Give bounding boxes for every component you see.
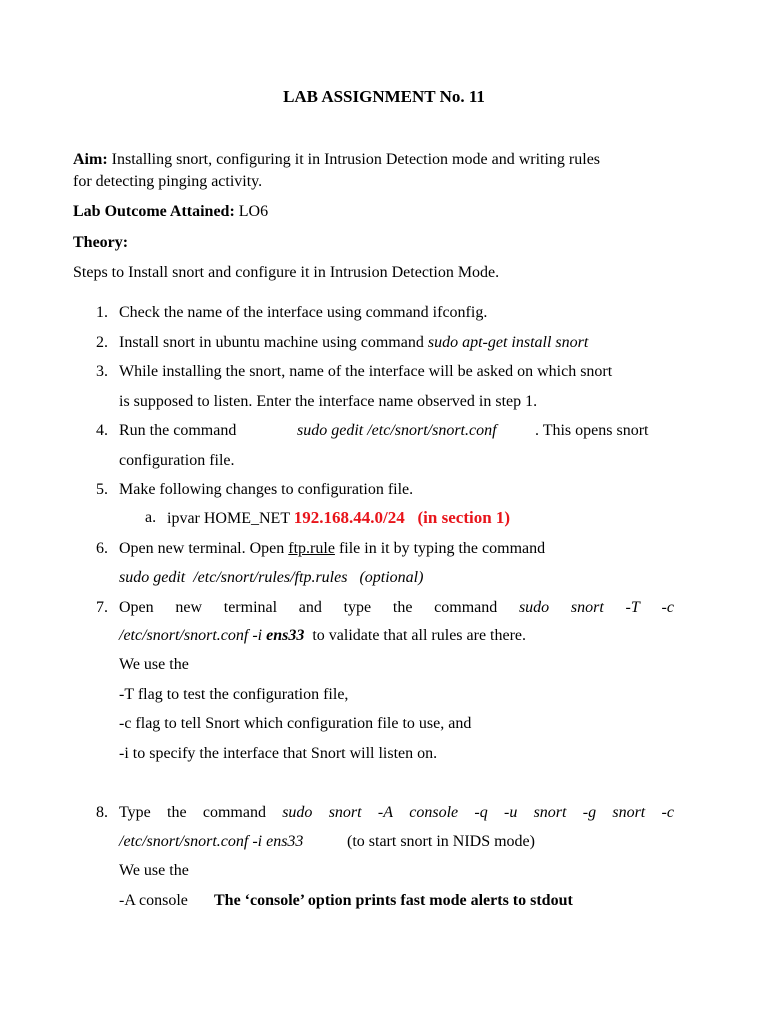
step-7-interface: ens33: [266, 627, 305, 644]
step-8-word: console: [409, 804, 459, 821]
theory-heading: Theory:: [73, 234, 129, 251]
step-5a-ip-range: 192.168.44.0/24 (in section 1): [293, 508, 511, 527]
step-3-text-2: is supposed to listen. Enter the interface name observed in step 1.: [119, 393, 538, 410]
step-8-word: sudo: [282, 804, 313, 821]
step-1-text: Check the name of the interface using command ifconfig.: [119, 304, 488, 321]
step-7-line-4: -T flag to test the configuration file,: [119, 686, 349, 703]
step-7-config-path: /etc/snort/snort.conf -i: [119, 627, 267, 644]
step-8-line-3: We use the: [119, 862, 189, 879]
step-1-number: 1.: [96, 304, 108, 321]
step-7-line-1: [119, 598, 674, 618]
step-8-number: 8.: [96, 804, 108, 821]
step-7-word: snort: [570, 599, 604, 616]
aim-label: Aim:: [73, 151, 108, 168]
step-3-text-1: While installing the snort, name of the interface will be asked on which snort: [119, 363, 613, 380]
step-4-post: . This opens snort: [535, 422, 649, 439]
step-4-pre: Run the command: [119, 422, 237, 439]
aim-line-1: [73, 150, 600, 170]
step-4-number: 4.: [96, 422, 108, 439]
step-8-word: the: [167, 804, 187, 821]
step-6-number: 6.: [96, 540, 108, 557]
step-7-line-5: -c flag to tell Snort which configuration file to use, and: [119, 715, 472, 732]
step-8-word: -g: [582, 804, 597, 821]
step-8-word: -u: [503, 804, 518, 821]
step-7-word: the: [392, 599, 413, 616]
step-7-number: 7.: [96, 599, 108, 616]
step-8-word: -A: [377, 804, 393, 821]
step-5-number: 5.: [96, 481, 108, 498]
step-4-command: sudo gedit /etc/snort/snort.conf: [297, 422, 497, 439]
step-7-line-6: -i to specify the interface that Snort will listen on.: [119, 745, 438, 762]
step-7-line-2-post: to validate that all rules are there.: [304, 627, 527, 644]
aim-line-2: for detecting pinging activity.: [73, 173, 263, 190]
step-5a-text: ipvar HOME_NET: [167, 510, 294, 527]
ftp-rule-link[interactable]: ftp.rule: [288, 540, 335, 557]
step-3-number: 3.: [96, 363, 108, 380]
step-6-post: file in it by typing the command: [334, 540, 546, 557]
step-8-command-path: /etc/snort/snort.conf -i ens33: [119, 833, 304, 850]
step-8-option: -A console: [119, 892, 188, 909]
step-7-word: Open: [119, 599, 154, 616]
step-7-line-3: We use the: [119, 656, 189, 673]
step-8-word: -c: [661, 804, 674, 821]
assignment-title: LAB ASSIGNMENT No. 11: [283, 87, 485, 106]
step-4-text-2: configuration file.: [119, 452, 235, 469]
step-7-word: -T: [625, 599, 640, 616]
step-8-option-description: The ‘console’ option prints fast mode alerts to stdout: [214, 892, 573, 909]
step-6-content: [119, 539, 545, 559]
step-7-word: command: [434, 599, 498, 616]
step-2-number: 2.: [96, 334, 108, 351]
step-8-word: command: [202, 804, 266, 821]
step-7-word: and: [298, 599, 322, 616]
step-8-word: snort: [612, 804, 646, 821]
step-7-word: new: [175, 599, 203, 616]
step-6-pre: Open new terminal. Open: [119, 540, 289, 557]
step-5a-content: [167, 508, 510, 529]
step-7-word: -c: [661, 599, 674, 616]
aim-text-1: Installing snort, configuring it in Intrusion Detection mode and writing rules: [111, 151, 601, 168]
step-2-command: sudo apt-get install snort: [427, 334, 589, 351]
step-8-word: snort: [533, 804, 567, 821]
step-7-word: terminal: [223, 599, 278, 616]
step-8-line-2-post: (to start snort in NIDS mode): [347, 833, 535, 850]
outcome-line: [73, 202, 268, 222]
step-2-content: [119, 333, 588, 353]
step-8-line-1: [119, 803, 674, 823]
outcome-label: Lab Outcome Attained:: [73, 203, 235, 220]
step-7-word: type: [343, 599, 372, 616]
step-5-text: Make following changes to configuration file.: [119, 481, 414, 498]
step-7-word: sudo: [518, 599, 550, 616]
outcome-value: LO6: [238, 203, 269, 220]
step-5a-letter: a.: [145, 509, 157, 526]
step-2-text: Install snort in ubuntu machine using command: [119, 334, 428, 351]
step-7-line-2: [119, 626, 526, 646]
step-8-word: snort: [328, 804, 362, 821]
step-6-command: sudo gedit /etc/snort/rules/ftp.rules (optional): [119, 569, 424, 586]
step-8-word: Type: [119, 804, 151, 821]
step-8-word: -q: [474, 804, 488, 821]
theory-intro: Steps to Install snort and configure it in Intrusion Detection Mode.: [73, 264, 500, 281]
